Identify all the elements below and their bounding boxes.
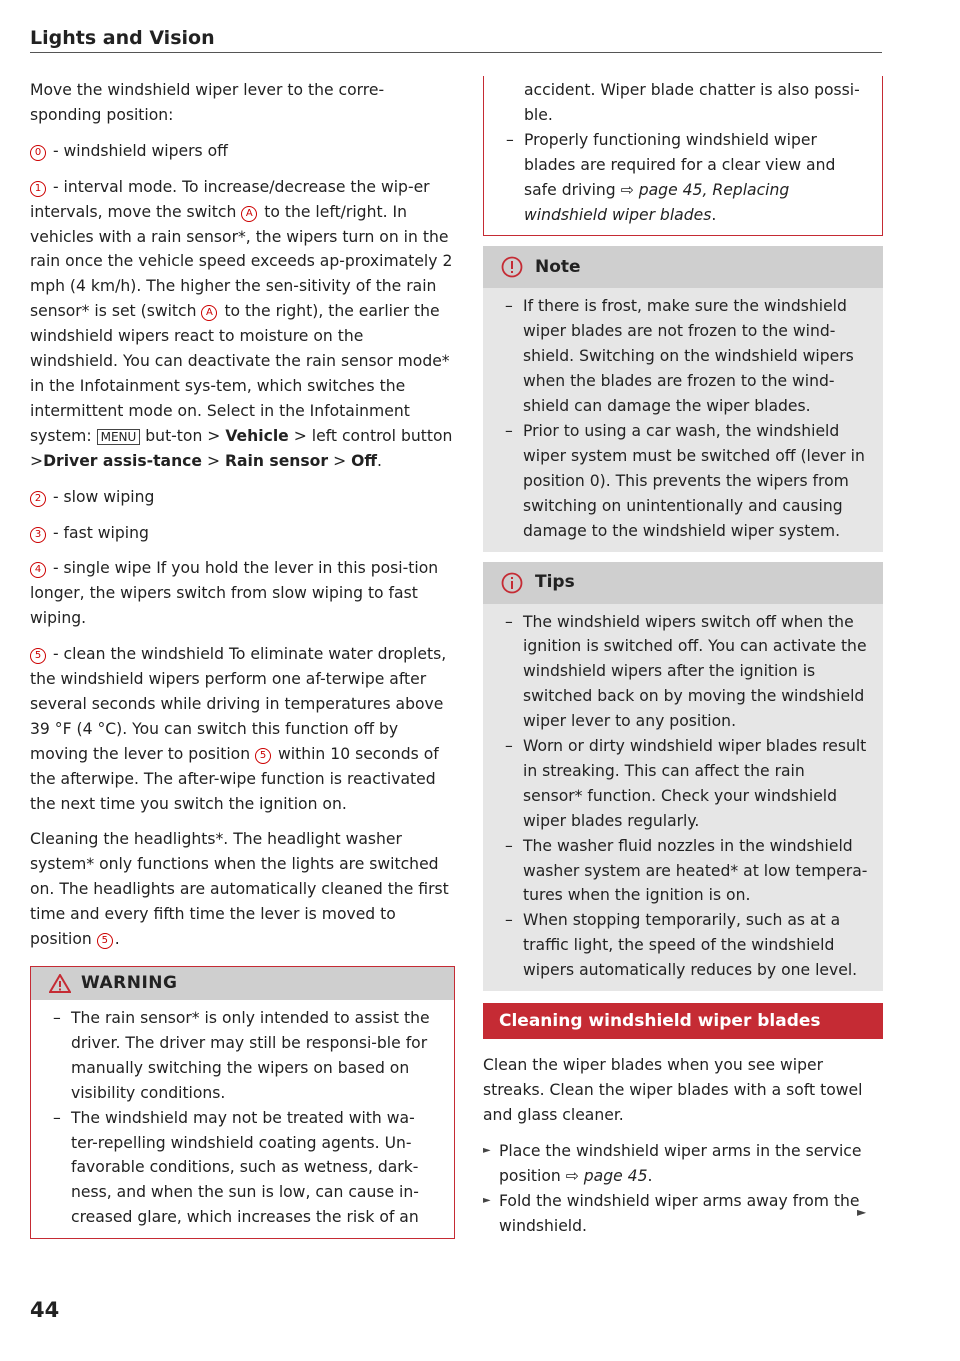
note-item: – Prior to using a car wash, the windshield wiper system must be switched off (lever in position 0). This prevents the wipers from switching on unintentionally and causing damage to the windshield wiper system. xyxy=(505,419,869,544)
warning-box-continued xyxy=(483,76,883,236)
page-number: 44 xyxy=(30,1298,60,1322)
position-3: 3 - fast wiping xyxy=(30,521,455,546)
note-icon xyxy=(501,256,523,278)
left-column xyxy=(30,78,455,1239)
switch-a-icon: A xyxy=(201,305,217,321)
warning-continued-text: accident. Wiper blade chatter is also possi-ble. xyxy=(524,81,860,124)
warning-box xyxy=(30,966,455,1239)
step-2: ► Fold the windshield wiper arms away from the windshield. xyxy=(483,1189,883,1239)
header-rule xyxy=(30,52,882,53)
intro-text: Move the windshield wiper lever to the corre-sponding position: xyxy=(30,81,385,124)
position-1-icon: 1 xyxy=(30,181,46,197)
position-2-icon: 2 xyxy=(30,491,46,507)
headlights-text: Cleaning the headlights*. The headlight washer system* only functions when the lights are switched on. The headlights are automatically cleaned the first time and every fifth time the lever is moved to position 5 . xyxy=(30,830,449,949)
switch-a-icon: A xyxy=(241,206,257,222)
section-body: Clean the wiper blades when you see wiper streaks. Clean the wiper blades with a soft towel and glass cleaner. xyxy=(483,1056,863,1124)
warning-triangle-icon xyxy=(49,974,71,993)
tips-item: – The windshield wipers switch off when the ignition is switched off. You can activate the windshield wipers after the ignition is switched back on by moving the windshield wiper lever to any position. xyxy=(505,610,869,735)
continue-arrow-icon: ► xyxy=(857,1205,867,1219)
tips-header: Tips xyxy=(483,562,883,604)
step-1: ► Place the windshield wiper arms in the service position ⇨ page 45. xyxy=(483,1139,883,1189)
warning-item: – The windshield may not be treated with wa-ter-repelling windshield coating agents. Un-favorable conditions, such as wetness, dark-ness, and when the sun is low, can cause in-creased glare, which increases the risk of an xyxy=(53,1106,440,1231)
right-column xyxy=(483,76,883,1238)
position-4-icon: 4 xyxy=(30,562,46,578)
tips-item: – Worn or dirty windshield wiper blades result in streaking. This can affect the rain sensor* function. Check your windshield wiper blades regularly. xyxy=(505,734,869,834)
tips-item: – When stopping temporarily, such as at a traffic light, the speed of the windshield wipers automatically reduces by one level. xyxy=(505,908,869,983)
position-5-icon: 5 xyxy=(255,748,271,764)
section-title: Cleaning windshield wiper blades xyxy=(483,1003,883,1039)
position-5-icon: 5 xyxy=(97,933,113,949)
section-header: Lights and Vision xyxy=(30,27,215,49)
position-1: 1 - interval mode. To increase/decrease the wip-er intervals, move the switch A to the left/right. In vehicles with a rain sensor*, the wipers turn on in the rain once the vehicle speed exceeds ap-proximately 2 mph (4 km/h). The higher the sen-sitivity of the rain sensor* is set (switch A to the right), the earlier the windshield wipers react to moisture on the windshield. You can deactivate the rain sensor mode* in the Infotainment sys-tem, which switches the intermittent mode on. Select in the Infotainment system: MENU but-ton > Vehicle > left control button >Driver assis-tance > Rain sensor > Off. xyxy=(30,177,453,470)
note-item: – If there is frost, make sure the windshield wiper blades are not frozen to the wind-shield. Switching on the windshield wipers when the blades are frozen to the wind-shield can damage the wiper blades. xyxy=(505,294,869,419)
position-5-icon: 5 xyxy=(30,648,46,664)
page-reference-link[interactable]: ⇨ page 45, Replacing windshield wiper blades xyxy=(524,180,790,224)
warning-item: – Properly functioning windshield wiper blades are required for a clear view and safe driving ⇨ page 45, Replacing windshield wiper blades. xyxy=(506,128,868,228)
note-box xyxy=(483,246,883,551)
position-5: 5 - clean the windshield To eliminate water droplets, the windshield wipers perform one af-terwipe after several seconds while driving in temperatures above 39 °F (4 °C). You can switch this function off by moving the lever to position 5 within 10 seconds of the afterwipe. The after-wipe function is reactivated the next time you switch the ignition on. xyxy=(30,645,447,813)
page-reference-link[interactable]: ⇨ page 45 xyxy=(565,1166,648,1185)
warning-header: WARNING xyxy=(31,967,454,1000)
position-0-icon: 0 xyxy=(30,145,46,161)
tips-box xyxy=(483,562,883,992)
position-4: 4 - single wipe If you hold the lever in this posi-tion longer, the wipers switch from slow wiping to fast wiping. xyxy=(30,559,439,628)
info-icon xyxy=(501,572,523,594)
position-3-icon: 3 xyxy=(30,527,46,543)
warning-item: – The rain sensor* is only intended to assist the driver. The driver may still be responsi-ble for manually switching the wipers on based on visibility conditions. xyxy=(53,1006,440,1106)
position-2: 2 - slow wiping xyxy=(30,485,455,510)
note-header: Note xyxy=(483,246,883,288)
menu-key: MENU xyxy=(97,429,141,445)
position-0: 0 - windshield wipers off xyxy=(30,139,455,164)
tips-item: – The washer fluid nozzles in the windshield washer system are heated* at low tempera-tures when the ignition is on. xyxy=(505,834,869,909)
